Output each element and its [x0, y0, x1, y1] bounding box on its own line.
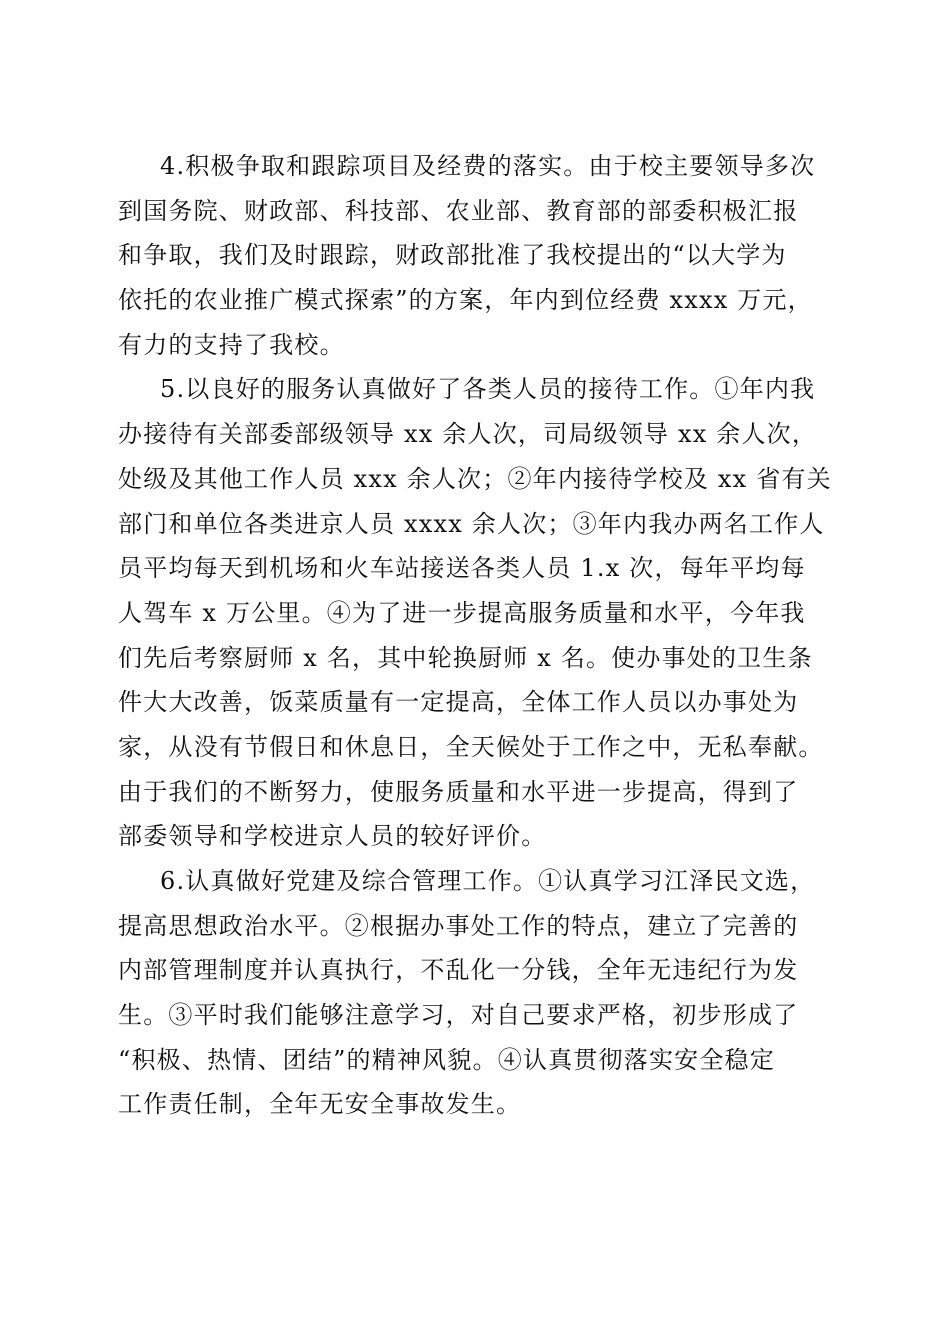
text-line: 件大大改善，饭菜质量有一定提高，全体工作人员以办事处为: [118, 688, 799, 717]
text-line: 依托的农业推广模式探索”的方案，年内到位经费 xxxx 万元，: [118, 286, 813, 315]
text-line: 人驾车 x 万公里。④为了进一步提高服务质量和水平，今年我: [118, 598, 806, 627]
text-line: “积极、热情、团结”的精神风貌。④认真贯彻落实安全稳定: [118, 1045, 775, 1074]
text-line: 部门和单位各类进京人员 xxxx 余人次；③年内我办两名工作人: [118, 509, 825, 538]
text-line: 家，从没有节假日和休息日，全天候处于工作之中，无私奉献。: [118, 732, 824, 761]
text-line: 提高思想政治水平。②根据办事处工作的特点，建立了完善的: [118, 911, 799, 940]
text-line: 有力的支持了我校。: [118, 330, 345, 359]
text-line: 和争取，我们及时跟踪，财政部批准了我校提出的“以大学为: [118, 241, 787, 270]
paragraph-item-6: [118, 859, 830, 1127]
document-body: [118, 144, 830, 1127]
text-line: 办接待有关部委部级领导 xx 余人次，司局级领导 xx 余人次，: [118, 420, 818, 449]
text-line: 处级及其他工作人员 xxx 余人次；②年内接待学校及 xx 省有关: [118, 464, 832, 493]
text-line: 们先后考察厨师 x 名，其中轮换厨师 x 名。使办事处的卫生条: [118, 643, 813, 672]
text-line: 工作责任制，全年无安全事故发生。: [118, 1090, 522, 1119]
text-line: 6.认真做好党建及综合管理工作。①认真学习江泽民文选，: [160, 867, 816, 895]
text-line: 由于我们的不断努力，使服务质量和水平进一步提高，得到了: [118, 777, 799, 806]
text-line: 5.以良好的服务认真做好了各类人员的接待工作。①年内我: [160, 375, 816, 404]
text-line: 部委领导和学校进京人员的较好评价。: [118, 822, 547, 851]
text-line: 到国务院、财政部、科技部、农业部、教育部的部委积极汇报: [118, 196, 799, 225]
text-line: 员平均每天到机场和火车站接送各类人员 1.x 次，每年平均每: [118, 554, 806, 583]
paragraph-item-4: [118, 144, 830, 367]
text-line: 4.积极争取和跟踪项目及经费的落实。由于校主要领导多次: [160, 152, 816, 180]
text-line: 内部管理制度并认真执行，不乱化一分钱，全年无违纪行为发: [118, 956, 799, 985]
text-line: 生。③平时我们能够注意学习，对自己要求严格，初步形成了: [118, 1001, 799, 1030]
paragraph-item-5: [118, 367, 830, 859]
